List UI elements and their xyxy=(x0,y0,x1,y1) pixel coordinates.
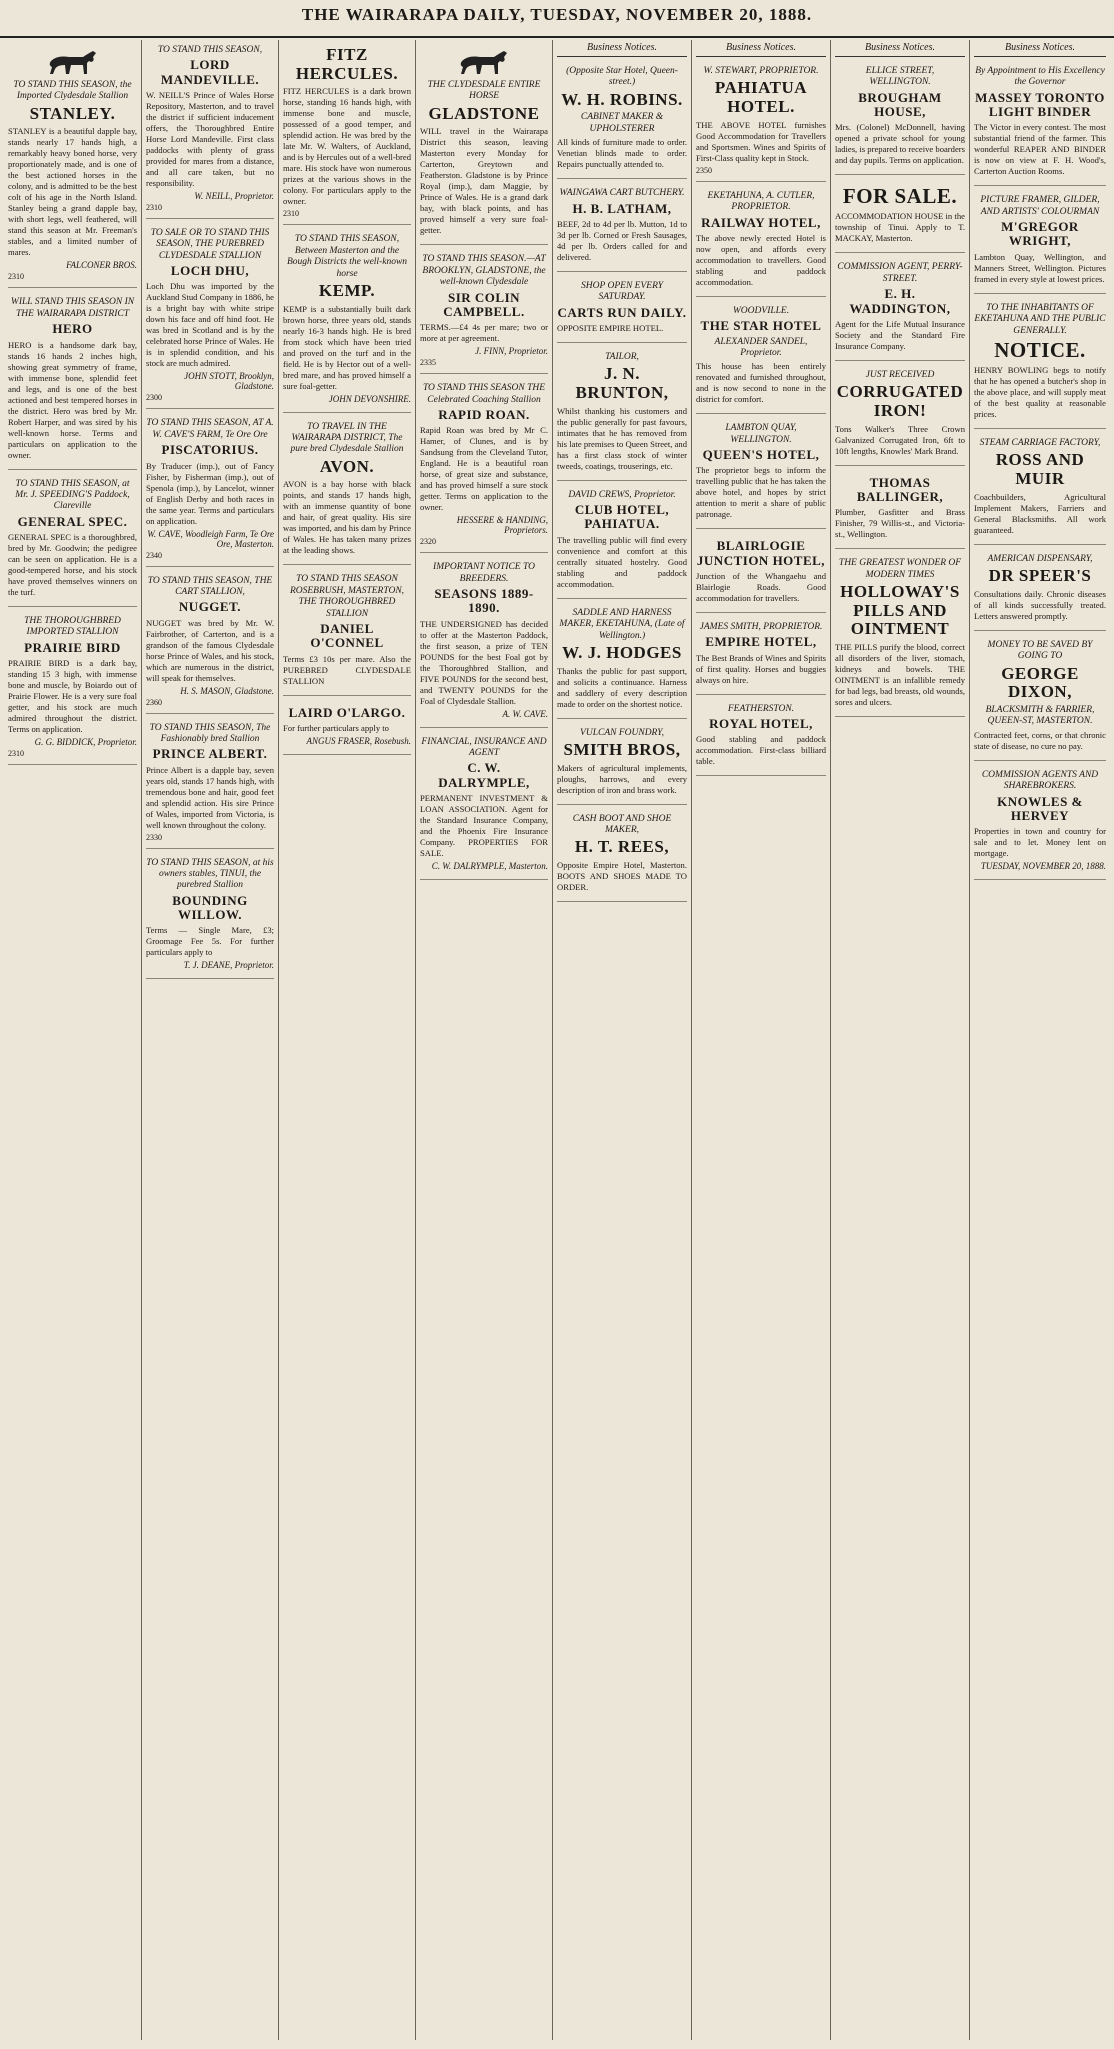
advertisement xyxy=(696,533,826,613)
ad-code: 2340 xyxy=(146,550,162,560)
ad-body: W. NEILL'S Prince of Wales Horse Repository, Masterton, and to travel the district if sufficient inducement offers, the Thoroughbred Entire Horse Lord Mandeville. First class paddocks with plenty of grass provided for mares from a distance, and all care taken, but no responsibility. xyxy=(146,89,274,188)
ad-preamble: THE CLYDESDALE ENTIRE HORSE xyxy=(427,80,541,102)
ad-signature: FALCONER BROS. xyxy=(66,260,137,271)
ad-preamble: TO STAND THIS SEASON, at Mr. J. SPEEDING'S Paddock, Clareville xyxy=(15,478,130,512)
ad-title: HERO xyxy=(52,321,93,337)
advertisement xyxy=(835,257,965,360)
ad-preamble: TO TRAVEL IN THE WAIRARAPA DISTRICT, The pure bred Clydesdale Stallion xyxy=(290,421,404,455)
ad-body: BEEF, 2d to 4d per lb. Mutton, 1d to 3d per lb. Corned or Fresh Sausages, 4d per lb. Orders called for and delivered. xyxy=(557,218,687,262)
column-1 xyxy=(4,40,141,2040)
advertisement xyxy=(420,249,548,374)
ad-preamble: TO THE INHABITANTS OF EKETAHUNA AND THE PUBLIC GENERALLY. xyxy=(974,302,1106,336)
ad-preamble: TO STAND THIS SEASON, at his owners stables, TINUI, the purebred Stallion xyxy=(146,857,274,891)
ad-title: SEASONS 1889-1890. xyxy=(434,586,534,616)
ad-signature: H. S. MASON, Gladstone. xyxy=(180,685,274,696)
ad-signature: ANGUS FRASER, Rosebush. xyxy=(306,735,411,746)
ad-title: CORRUGATED IRON! xyxy=(836,382,964,420)
ad-title: E. H. WADDINGTON, xyxy=(849,286,951,316)
advertisement xyxy=(283,569,411,695)
ad-signature: C. W. DALRYMPLE, Masterton. xyxy=(431,861,548,872)
advertisement xyxy=(974,190,1106,293)
ad-title: QUEEN'S HOTEL, xyxy=(702,447,820,463)
advertisement xyxy=(8,474,137,607)
ad-body: Whilst thanking his customers and the public generally for past favours, intimates that he has removed from his late premises to Queen Street, and has a first class stock of winter tweeds, coatings, trouserings, etc. xyxy=(557,405,687,471)
ad-preamble: TO SALE OR TO STAND THIS SEASON, THE PUREBRED CLYDESDALE STALLION xyxy=(150,227,270,261)
ad-title: KEMP. xyxy=(318,280,376,300)
advertisement xyxy=(557,61,687,179)
advertisement xyxy=(8,611,137,765)
advertisement xyxy=(283,40,411,225)
ad-preamble: WILL STAND THIS SEASON IN THE WAIRARAPA DISTRICT xyxy=(10,297,135,319)
ad-subtitle: ALEXANDER SANDEL, Proprietor. xyxy=(714,336,808,358)
ad-body: All kinds of furniture made to order. Venetian blinds made to order. Repairs punctually attended to. xyxy=(557,137,687,170)
ad-signature: T. J. DEANE, Proprietor. xyxy=(183,960,274,971)
advertisement xyxy=(146,718,274,849)
ad-title: GLADSTONE xyxy=(428,103,540,123)
advertisement xyxy=(420,732,548,880)
horse-icon xyxy=(43,47,103,77)
ad-preamble: MONEY TO BE SAVED BY GOING TO xyxy=(987,639,1093,662)
ad-title: PRAIRIE BIRD xyxy=(24,639,121,655)
ad-body: FITZ HERCULES is a dark brown horse, standing 16 hands high, with immense bone and muscle, possessed of a good temper, and splendid action. He was bred by the late Mr. W. Walters, of Auckland, and is by Hercules out of a well-bred mare. His stock have won numerous prizes at the various shows in the colony. For particulars apply to the owner. xyxy=(283,86,411,207)
columns-container xyxy=(4,40,1110,2045)
ad-signature: HESSERE & HANDING, Proprietors. xyxy=(456,515,548,536)
horse-icon xyxy=(454,47,514,77)
ad-body: THE ABOVE HOTEL furnishes Good Accommodation for Travellers and Sportsmen. Wines and Spirits of First-Class quality kept in Stock. xyxy=(696,119,826,163)
ad-preamble: TAILOR, xyxy=(605,352,639,363)
advertisement xyxy=(974,61,1106,186)
ad-title: HOLLOWAY'S PILLS AND OINTMENT xyxy=(840,581,960,639)
ad-body: HENRY BOWLING begs to notify that he has opened a butcher's shop in the above place, and will supply meat of the best quality at reasonable prices. xyxy=(974,365,1106,420)
ad-preamble: W. STEWART, PROPRIETOR. xyxy=(703,66,819,76)
column-4 xyxy=(415,40,552,2040)
ad-title: LOCH DHU, xyxy=(170,263,250,279)
ad-body: WILL travel in the Wairarapa District this season, leaving Masterton every Monday for Carterton, Greytown and Featherston. Gladstone is by Prince Royal (imp.), dam Maggie, by Prince of Wales. He is a grand dark bay, with black points, and has proved himself a very sure foal-getter. xyxy=(420,126,548,236)
ad-body: Junction of the Whangaehu and Blairlogie Roads. Good accommodation for travellers. xyxy=(696,570,826,603)
ad-title: NOTICE. xyxy=(994,337,1086,362)
ad-title: PRINCE ALBERT. xyxy=(152,746,268,762)
ad-title: ROYAL HOTEL, xyxy=(709,716,813,732)
column-header: Business Notices. xyxy=(974,40,1106,57)
advertisement xyxy=(557,485,687,599)
ad-preamble: EKETAHUNA, A. CUTLER, PROPRIETOR. xyxy=(707,190,815,213)
ad-signature: W. CAVE, Woodleigh Farm, Te Ore Ore, Masterton. xyxy=(147,528,274,549)
ad-body: Properties in town and country for sale and to let. Money lent on mortgage. xyxy=(974,826,1106,859)
ad-preamble: DAVID CREWS, Proprietor. xyxy=(568,489,676,500)
advertisement xyxy=(835,365,965,466)
ad-preamble: JUST RECEIVED xyxy=(865,369,935,380)
ad-preamble: SADDLE AND HARNESS MAKER, EKETAHUNA, (Late of Wellington.) xyxy=(559,607,685,641)
ad-code: 2360 xyxy=(146,697,162,707)
advertisement xyxy=(974,635,1106,761)
ad-title: BLAIRLOGIE JUNCTION HOTEL, xyxy=(696,538,826,568)
ad-preamble: TO STAND THIS SEASON, Between Masterton and the Bough Districts the well-known horse xyxy=(286,234,408,279)
ad-title: CLUB HOTEL, PAHIATUA. xyxy=(574,502,670,532)
advertisement xyxy=(420,40,548,245)
ad-title: W. J. HODGES xyxy=(562,642,682,662)
ad-preamble: FINANCIAL, INSURANCE AND AGENT xyxy=(421,736,547,759)
advertisement xyxy=(283,417,411,566)
ad-body: For further particulars apply to xyxy=(283,722,389,733)
ad-body: GENERAL SPEC is a thoroughbred, bred by Mr. Goodwin; the pedigree can be seen on application. He is a good-tempered horse, and his stock have proved themselves winners on the turf. xyxy=(8,532,137,598)
ad-title: MASSEY TORONTO LIGHT BINDER xyxy=(975,89,1105,120)
ad-title: J. N. BRUNTON, xyxy=(575,364,669,403)
advertisement xyxy=(146,853,274,980)
ad-body: The proprietor begs to inform the travelling public that he has taken the above hotel, and hopes by strict attention to merit a share of public patronage. xyxy=(696,465,826,520)
advertisement xyxy=(835,179,965,253)
ad-code: 2310 xyxy=(283,209,299,219)
advertisement xyxy=(835,470,965,550)
ad-body: The travelling public will find every convenience and comfort at this centrally situated hostelry. Good stabling and paddock accommodation. xyxy=(557,534,687,589)
column-2 xyxy=(141,40,278,2040)
ad-preamble: TO STAND THIS SEASON, THE CART STALLION, xyxy=(147,575,273,597)
ad-preamble: TO STAND THIS SEASON.—AT BROOKLYN, GLADSTONE, the well-known Clydesdale xyxy=(422,254,546,288)
advertisement xyxy=(696,418,826,529)
ad-title: W. H. ROBINS. xyxy=(561,89,683,109)
ad-title: M'GREGOR WRIGHT, xyxy=(1001,219,1079,249)
ad-preamble: AMERICAN DISPENSARY, xyxy=(987,553,1093,564)
ad-body: Prince Albert is a dapple bay, seven years old, stands 17 hands high, with tremendous bone and hair, good feet and splendid action. His sire Prince of Wales, imported from Victoria, is well known throughout the colony. xyxy=(146,764,274,830)
advertisement xyxy=(420,557,548,727)
ad-preamble: PICTURE FRAMER, GILDER, AND ARTISTS' COLOURMAN xyxy=(980,195,1100,217)
masthead xyxy=(0,0,1114,38)
ad-body: Makers of agricultural implements, ploughs, harrows, and every description of iron and brass work. xyxy=(557,762,687,795)
ad-preamble: IMPORTANT NOTICE TO BREEDERS. xyxy=(433,562,535,584)
ad-code: 2335 xyxy=(420,358,436,368)
ad-preamble: LAMBTON QUAY, WELLINGTON. xyxy=(725,423,797,445)
ad-preamble: WAINGAWA CART BUTCHERY. xyxy=(559,188,685,199)
column-3 xyxy=(278,40,415,2040)
ad-body: The above newly erected Hotel is now open, and affords every accommodation to travellers. Good stabling and paddock accommodation. xyxy=(696,232,826,287)
ad-code: 2310 xyxy=(8,749,24,759)
advertisement xyxy=(974,765,1106,880)
ad-body: THE PILLS purify the blood, correct all disorders of the liver, stomach, kidneys and bowels. THE OINTMENT is an infallible remedy for bad legs, bad breasts, old wounds, sores and ulcers. xyxy=(835,642,965,708)
ad-signature: G. G. BIDDICK, Proprietor. xyxy=(34,737,137,748)
ad-preamble: TO STAND THIS SEASON, AT A. W. CAVE'S FARM, Te Ore Ore xyxy=(146,418,274,440)
ad-signature: J. FINN, Proprietor. xyxy=(475,346,548,357)
ad-subtitle: BLACKSMITH & FARRIER, QUEEN-ST, MASTERTON. xyxy=(985,705,1095,727)
advertisement xyxy=(8,40,137,288)
ad-preamble: COMMISSION AGENT, PERRY-STREET. xyxy=(837,262,963,284)
ad-signature: JOHN STOTT, Brooklyn, Gladstone. xyxy=(184,371,274,392)
ad-preamble: ELLICE STREET, WELLINGTON. xyxy=(865,66,935,88)
ad-preamble: WOODVILLE. xyxy=(732,305,790,316)
ad-body: Contracted feet, corns, or that chronic state of disease, no cure no pay. xyxy=(974,729,1106,751)
advertisement xyxy=(146,40,274,219)
ad-title: C. W. DALRYMPLE, xyxy=(438,760,530,790)
ad-title: KNOWLES & HERVEY xyxy=(997,793,1083,823)
ad-code: 2350 xyxy=(696,165,712,175)
ad-title: RAILWAY HOTEL, xyxy=(701,214,821,230)
ad-title: SMITH BROS, xyxy=(563,740,681,760)
ad-title: STANLEY. xyxy=(29,103,116,123)
ad-code: 2330 xyxy=(146,832,162,842)
ad-preamble: FEATHERSTON. xyxy=(727,703,795,714)
ad-body: TERMS.—£4 4s per mare; two or more at per agreement. xyxy=(420,322,548,344)
ad-preamble: JAMES SMITH, PROPRIETOR. xyxy=(699,621,823,632)
advertisement xyxy=(974,549,1106,631)
ad-title: GENERAL SPEC. xyxy=(17,513,128,529)
advertisement xyxy=(696,186,826,297)
ad-title: BOUNDING WILLOW. xyxy=(172,892,248,923)
advertisement xyxy=(146,223,274,409)
ad-signature: A. W. CAVE. xyxy=(502,708,548,719)
advertisement xyxy=(696,301,826,414)
ad-preamble: THE GREATEST WONDER OF MODERN TIMES xyxy=(838,558,962,580)
ad-title: PISCATORIUS. xyxy=(161,442,259,458)
ad-body: Opposite Empire Hotel, Masterton. BOOTS AND SHOES MADE TO ORDER. xyxy=(557,860,687,893)
column-header: Business Notices. xyxy=(557,40,687,57)
advertisement xyxy=(283,700,411,755)
ad-subtitle: CABINET MAKER & UPHOLSTERER xyxy=(580,112,664,134)
ad-body: PRAIRIE BIRD is a dark bay, standing 15 3 high, with immense bone and muscle, by Boiardo out of Prairie Flower. He is a very sure foal getter, and his stock are much admired throughout the district. Terms on application. xyxy=(8,658,137,735)
advertisement xyxy=(420,378,548,553)
ad-preamble: COMMISSION AGENTS AND SHAREBROKERS. xyxy=(981,769,1099,792)
ad-code: 2310 xyxy=(146,202,162,212)
ad-title: EMPIRE HOTEL, xyxy=(705,634,817,650)
ad-body: Mrs. (Colonel) McDonnell, having opened a private school for young ladies, is prepared to receive boarders and day pupils. Terms on application. xyxy=(835,122,965,166)
ad-body: Plumber, Gasfitter and Brass Finisher, 79 Willis-st., and Victoria-st., Wellington. xyxy=(835,507,965,540)
ad-body: Thanks the public for past support, and solicits a continuance. Harness and saddlery of every description made to order on the shortest notice. xyxy=(557,665,687,709)
ad-body: AVON is a bay horse with black points, and stands 17 hands high, with an immense quantity of bone and hair, of great quality. His sire was imported, and his dam by Prince of Wales. He has taken many prizes at the leading shows. xyxy=(283,479,411,556)
ad-preamble: STEAM CARRIAGE FACTORY, xyxy=(979,438,1101,449)
ad-body: Lambton Quay, Wellington, and Manners Street, Wellington. Pictures framed in every style at lowest prices. xyxy=(974,251,1106,284)
advertisement xyxy=(557,809,687,902)
ad-body: Loch Dhu was imported by the Auckland Stud Company in 1886, he is a bright bay with white stripe down his face and off hind foot. He was bred in Scotland and is by the celebrated horse Prince of Wales. He is in splendid condition, and his stock are much admired. xyxy=(146,281,274,369)
ad-title: CARTS RUN DAILY. xyxy=(557,304,687,320)
ad-preamble: TO STAND THIS SEASON, The Fashionably bred Stallion xyxy=(149,722,271,744)
ad-title: DANIEL O'CONNEL xyxy=(310,621,384,651)
advertisement xyxy=(146,413,274,566)
ad-title: H. T. REES, xyxy=(574,837,670,857)
ad-code: 2300 xyxy=(146,393,162,403)
ad-body: The Best Brands of Wines and Spirits of first quality. Horses and buggies always on hire. xyxy=(696,652,826,685)
ad-title: DR SPEER'S xyxy=(988,566,1092,586)
ad-body: KEMP is a substantially built dark brown horse, three years old, stands nearly 16-3 hands high. He is bred from stock which have been tried and proved on the turf and in the field. He is by Hector out of a well-bred mare, and has proved himself a sure foal-getter. xyxy=(283,303,411,391)
ad-title: SIR COLIN CAMPBELL. xyxy=(443,289,525,319)
advertisement xyxy=(974,433,1106,545)
ad-title: ROSS AND MUIR xyxy=(995,450,1085,489)
ad-title: LAIRD O'LARGO. xyxy=(288,704,406,720)
ad-preamble: CASH BOOT AND SHOE MAKER, xyxy=(572,813,672,836)
ad-title: BROUGHAM HOUSE, xyxy=(858,89,942,120)
advertisement xyxy=(835,61,965,175)
column-header: Business Notices. xyxy=(835,40,965,57)
advertisement xyxy=(557,183,687,272)
ad-body: Consultations daily. Chronic diseases of all kinds successfully treated. Letters answered promptly. xyxy=(974,588,1106,621)
ad-body: Tons Walker's Three Crown Galvanized Corrugated Iron, 6ft to 10ft lengths, Knowles' Mark Brand. xyxy=(835,423,965,456)
ad-preamble: TO STAND THIS SEASON ROSEBRUSH, MASTERTON, THE THOROUGHBRED STALLION xyxy=(289,574,405,619)
advertisement xyxy=(696,699,826,777)
advertisement xyxy=(696,61,826,182)
ad-body: Agent for the Life Mutual Insurance Society and the Standard Fire Insurance Company. xyxy=(835,318,965,351)
ad-title: FITZ HERCULES. xyxy=(295,45,399,83)
column-8 xyxy=(969,40,1110,2040)
ad-preamble: VULCAN FOUNDRY, xyxy=(580,727,664,738)
advertisement xyxy=(696,617,826,695)
advertisement xyxy=(835,553,965,717)
advertisement xyxy=(557,603,687,719)
advertisement xyxy=(146,571,274,714)
ad-body: STANLEY is a beautiful dapple bay, stands nearly 17 hands high, a remarkably heavy boned horse, very proportionately made, and is one of the best actioned horses in the colony, and is admitted to be the best colt of his age in the North Island. Stanley being a grand dapple bay, with short legs, well feathered, will stand this season at Mr. Freeman's stables, and a limited number of mares. xyxy=(8,126,137,258)
ad-title: NUGGET. xyxy=(178,599,242,615)
ad-preamble: THE THOROUGHBRED IMPORTED STALLION xyxy=(24,616,121,638)
ad-body: NUGGET was bred by Mr. W. Fairbrother, of Carterton, and is a grandson of the famous Clydesdale horse Prince of Wales, and his stock, which are numerous in the district, will speak for themselves. xyxy=(146,617,274,683)
ad-title: RAPID ROAN. xyxy=(438,407,530,423)
masthead-title: THE WAIRARAPA DAILY, TUESDAY, NOVEMBER 20, 1888. xyxy=(301,5,813,24)
column-7 xyxy=(830,40,969,2040)
ad-body: Terms — Single Mare, £3; Groomage Fee 5s. For further particulars apply to xyxy=(146,925,274,958)
ad-preamble: SHOP OPEN EVERY SATURDAY. xyxy=(581,280,663,303)
ad-title: AVON. xyxy=(319,456,375,476)
ad-preamble: TO STAND THIS SEASON, the Imported Clydesdale Stallion xyxy=(13,80,132,102)
ad-preamble: TO STAND THIS SEASON THE Celebrated Coaching Stallion xyxy=(422,383,546,405)
ad-title: THE STAR HOTEL xyxy=(700,318,822,334)
ad-preamble: By Appointment to His Excellency the Governor xyxy=(975,66,1105,88)
ad-body: Rapid Roan was bred by Mr C. Hamer, of Clunes, and is by Sandsung from the Cleveland Tutor, England. He is a beautiful roan horse, of great size and substance, and has proved himself a sure stock getter. Terms on application to the owner. xyxy=(420,425,548,513)
ad-title: GEORGE DIXON, xyxy=(1001,663,1079,702)
ad-preamble: (Opposite Star Hotel, Queen-street.) xyxy=(566,66,678,88)
advertisement xyxy=(557,723,687,805)
ad-signature: JOHN DEVONSHIRE. xyxy=(328,393,411,404)
ad-title: THOMAS BALLINGER, xyxy=(856,474,944,504)
ad-title: FOR SALE. xyxy=(842,184,958,209)
ad-body: ACCOMMODATION HOUSE in the township of Tinui. Apply to T. MACKAY, Masterton. xyxy=(835,211,965,244)
column-header: Business Notices. xyxy=(696,40,826,57)
ad-title: PAHIATUA HOTEL. xyxy=(714,78,808,117)
advertisement xyxy=(557,347,687,481)
advertisement xyxy=(974,298,1106,429)
ad-title: H. B. LATHAM, xyxy=(572,200,672,216)
advertisement xyxy=(283,229,411,412)
ad-body: This house has been entirely renovated and furnished throughout, and is now second to none in the district for comfort. xyxy=(696,361,826,405)
ad-code: 2310 xyxy=(8,272,24,282)
column-5 xyxy=(552,40,691,2040)
advertisement xyxy=(557,276,687,343)
ad-body: Terms £3 10s per mare. Also the PUREBRED CLYDESDALE STALLION xyxy=(283,653,411,686)
ad-body: PERMANENT INVESTMENT & LOAN ASSOCIATION. Agent for the Standard Insurance Company, and the Phoenix Fire Insurance Company. PROPERTIES FOR SALE. xyxy=(420,793,548,859)
advertisement xyxy=(8,292,137,469)
ad-preamble: TO STAND THIS SEASON, xyxy=(157,45,263,55)
ad-body: Coachbuilders, Agricultural Implement Makers, Farriers and General Blacksmiths. All work guaranteed. xyxy=(974,491,1106,535)
ad-body: The Victor in every contest. The most substantial friend of the farmer. This wonderful REAPER AND BINDER is now on view at F. H. Wood's, Carterton Auction Rooms. xyxy=(974,122,1106,177)
ad-signature: W. NEILL, Proprietor. xyxy=(194,190,274,201)
ad-body: OPPOSITE EMPIRE HOTEL. xyxy=(557,323,664,334)
ad-body: THE UNDERSIGNED has decided to offer at the Masterton Paddock, the first season, a prize of TEN POUNDS for the best Foal got by the Thoroughbred Stallion, and FIVE POUNDS for the second best, and TWENTY POUNDS for the Foal of Clydesdale Stallion. xyxy=(420,618,548,706)
ad-body: HERO is a handsome dark bay, stands 16 hands 2 inches high, showing great symmetry of frame, with immense bone, splendid feet and legs, and is one of the best actioned and best tempered horses in the district. Hero was bred by Mr. Robert Harper, and was sired by his well-known horse. Terms and particulars on application to the owner. xyxy=(8,339,137,460)
ad-code: 2320 xyxy=(420,537,436,547)
ad-body: By Traducer (imp.), out of Fancy Fisher, by Fisherman (imp.), out of Spenola (imp.), by Lancelot, winner of English Derby and both races in the same year. Terms and particulars on application. xyxy=(146,460,274,526)
ad-signature: TUESDAY, NOVEMBER 20, 1888. xyxy=(980,861,1106,872)
ad-title: LORD MANDEVILLE. xyxy=(160,57,260,87)
column-6 xyxy=(691,40,830,2040)
ad-body: Good stabling and paddock accommodation. First-class billiard table. xyxy=(696,734,826,767)
